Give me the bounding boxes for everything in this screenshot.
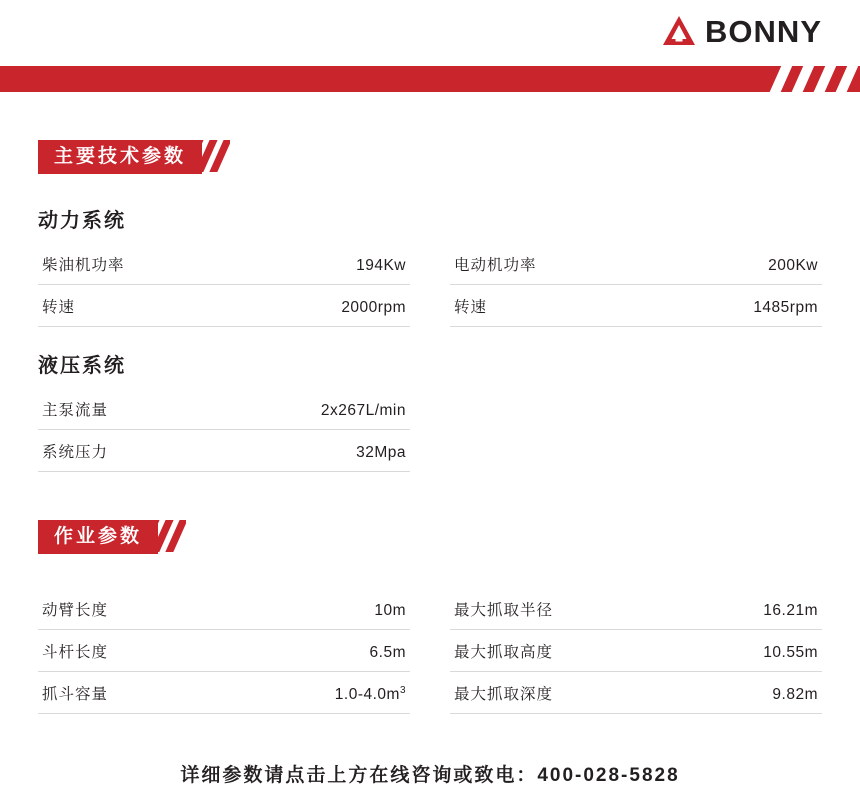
table-row: [38, 672, 410, 714]
spec-column-left: [38, 588, 410, 714]
spec-label: 动臂长度: [42, 602, 109, 619]
table-row: [450, 588, 822, 630]
spec-label: 电动机功率: [454, 257, 537, 274]
spec-label: 主泵流量: [42, 402, 109, 419]
page-header: [0, 0, 860, 92]
section-heading-label: 作业参数: [38, 520, 158, 554]
spec-value: 1485rpm: [753, 299, 818, 316]
spec-column-right-empty: [450, 388, 822, 472]
spec-sheet-content: [0, 92, 860, 787]
spec-value: [335, 685, 406, 704]
table-row: [38, 630, 410, 672]
spec-value: 10m: [374, 602, 406, 619]
spec-value: 6.5m: [369, 644, 406, 661]
table-row: [38, 243, 410, 285]
spec-grid-working-params: [38, 588, 822, 714]
group-heading-power-system: 动力系统: [38, 210, 126, 232]
spec-value: 32Mpa: [356, 444, 406, 461]
spec-label: 斗杆长度: [42, 644, 109, 661]
spec-grid-hydraulic-system: [38, 388, 822, 472]
spec-label: 最大抓取高度: [454, 644, 554, 661]
spec-value-text: 1.0-4.0m: [334, 686, 400, 703]
triangle-logo-icon: [661, 14, 697, 48]
spec-column-right: [450, 588, 822, 714]
spec-value: 2x267L/min: [320, 402, 406, 419]
spec-column-right: [450, 243, 822, 327]
spec-grid-power-system: [38, 243, 822, 327]
spec-label: 转速: [42, 299, 76, 316]
section-heading-main-specs: [38, 140, 202, 174]
group-heading-hydraulic-system: 液压系统: [38, 355, 126, 377]
table-row: [450, 285, 822, 327]
table-row: [38, 430, 410, 472]
brand-logo: [661, 14, 822, 48]
table-row: [450, 672, 822, 714]
spec-label: 转速: [454, 299, 488, 316]
table-row: [450, 243, 822, 285]
spec-value: 2000rpm: [341, 299, 406, 316]
spec-label: 最大抓取半径: [454, 602, 554, 619]
table-row: [450, 630, 822, 672]
spec-value: 200Kw: [768, 257, 818, 274]
spec-label: 柴油机功率: [42, 257, 125, 274]
brand-name: BONNY: [705, 13, 822, 49]
footer-contact-note: 详细参数请点击上方在线咨询或致电：400-028-5828: [180, 765, 680, 786]
spec-column-left: [38, 243, 410, 327]
section-heading-working-params: [38, 520, 158, 554]
header-stripes: [750, 66, 860, 92]
spec-value: 10.55m: [763, 644, 818, 661]
spec-label: 最大抓取深度: [454, 686, 554, 703]
spec-column-left: [38, 388, 410, 472]
table-row: [38, 388, 410, 430]
spec-value-superscript: 3: [399, 684, 406, 696]
section-heading-label: 主要技术参数: [38, 140, 202, 174]
table-row: [38, 588, 410, 630]
spec-value: 16.21m: [763, 602, 818, 619]
section-heading-stripes: [140, 520, 186, 552]
spec-value: 9.82m: [772, 686, 818, 703]
spec-label: 系统压力: [42, 444, 109, 461]
table-row: [38, 285, 410, 327]
spec-value: 194Kw: [356, 257, 406, 274]
section-heading-stripes: [184, 140, 230, 172]
header-accent-bar: [0, 66, 860, 92]
spec-label: 抓斗容量: [42, 686, 109, 703]
